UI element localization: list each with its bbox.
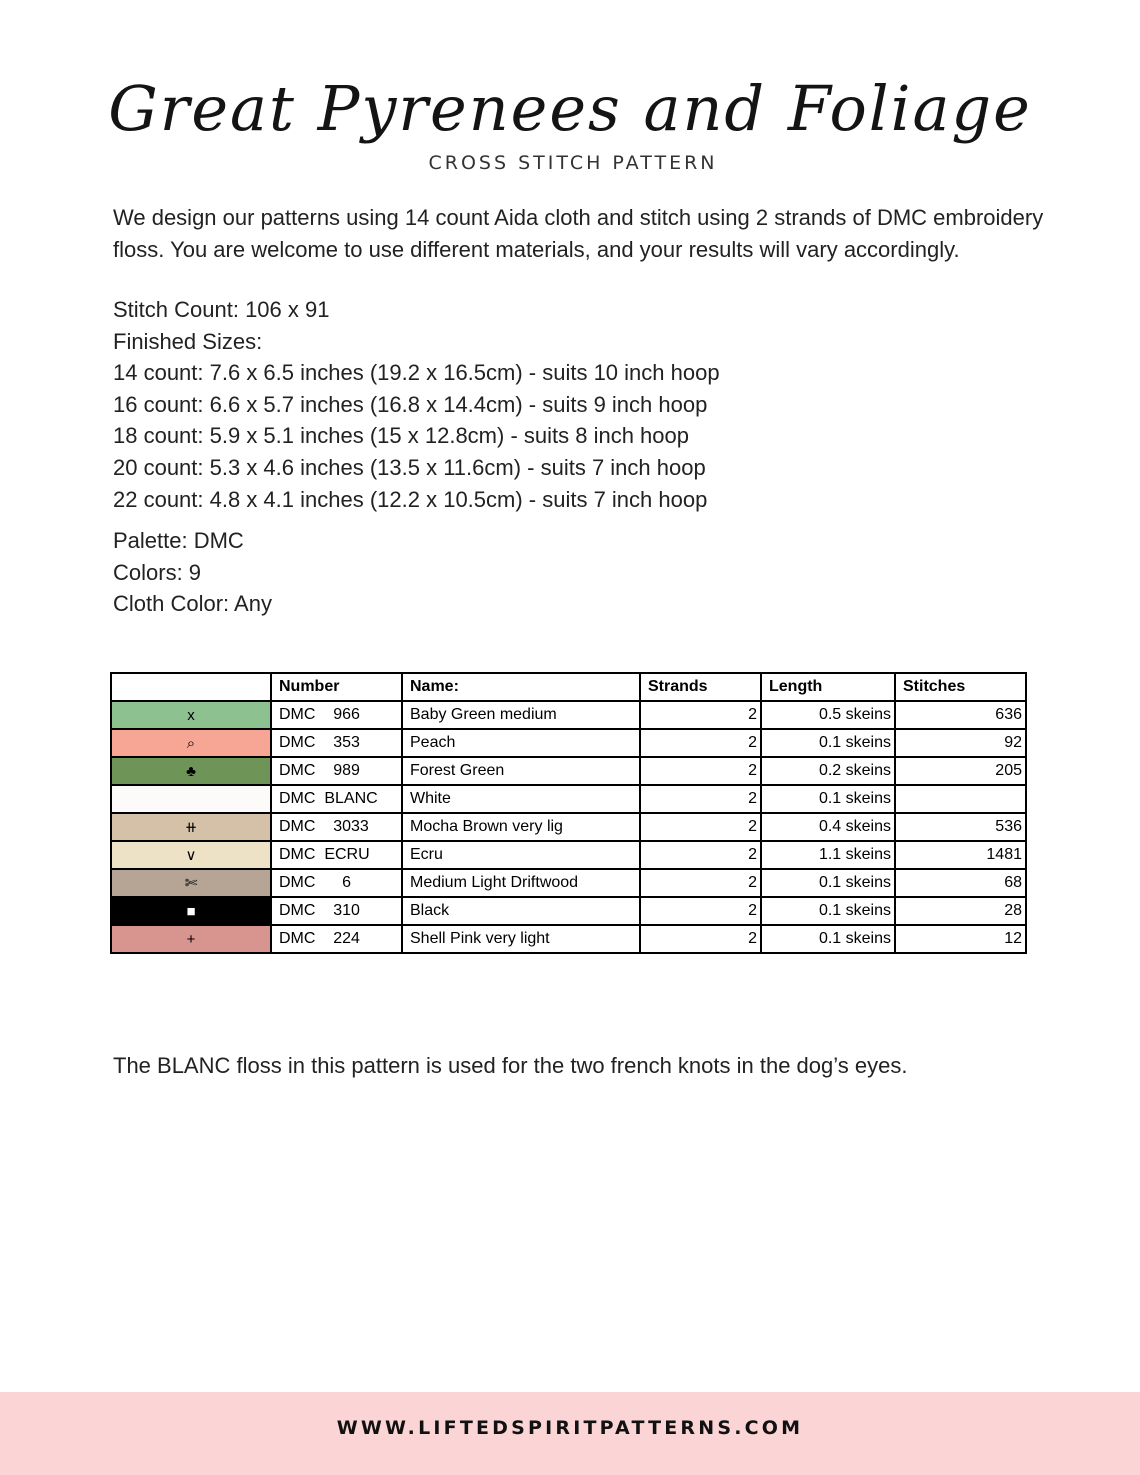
floss-number: DMC 966	[279, 706, 360, 723]
stitch-symbol-icon: ✄	[184, 875, 198, 892]
stitches-cell: 92	[895, 729, 1026, 757]
blanc-note: The BLANC floss in this pattern is used for the two french knots in the dog’s eyes.	[113, 1053, 908, 1078]
floss-number-cell	[271, 813, 402, 841]
table-row	[111, 701, 1026, 729]
finished-sizes-label: Finished Sizes:	[113, 328, 263, 354]
stitch-count: Stitch Count: 106 x 91	[113, 297, 330, 322]
table-row	[111, 729, 1026, 757]
floss-number-cell	[271, 785, 402, 813]
floss-number: DMC 224	[279, 930, 360, 947]
strands-cell: 2	[640, 869, 761, 897]
table-row	[111, 897, 1026, 925]
header-cell-stitches: Stitches	[895, 673, 1026, 701]
intro-paragraph	[113, 202, 1044, 265]
stitch-symbol-icon: ■	[186, 902, 196, 920]
stitch-symbol-icon: ⌕	[186, 734, 196, 752]
strands-cell: 2	[640, 785, 761, 813]
floss-name-cell: Forest Green	[402, 757, 640, 785]
symbol-swatch-cell	[111, 813, 271, 841]
table-row	[111, 841, 1026, 869]
strands-cell: 2	[640, 757, 761, 785]
stitches-cell: 636	[895, 701, 1026, 729]
stitch-symbol-icon: x	[187, 706, 195, 724]
stitches-cell: 68	[895, 869, 1026, 897]
length-cell: 0.1 skeins	[761, 925, 895, 953]
symbol-swatch-cell	[111, 869, 271, 897]
stitches-cell: 536	[895, 813, 1026, 841]
footer-url: WWW.LIFTEDSPIRITPATTERNS.COM	[336, 1417, 804, 1439]
length-cell: 0.4 skeins	[761, 813, 895, 841]
table-row	[111, 925, 1026, 953]
table-row	[111, 869, 1026, 897]
floss-number: DMC 310	[279, 902, 360, 919]
floss-name-cell: Baby Green medium	[402, 701, 640, 729]
strands-cell: 2	[640, 925, 761, 953]
stitch-symbol-icon: ♣	[186, 762, 196, 780]
floss-number-cell	[271, 925, 402, 953]
finished-size-line: 22 count: 4.8 x 4.1 inches (12.2 x 10.5cm) - suits 7 inch hoop	[113, 486, 708, 512]
floss-name-cell: Black	[402, 897, 640, 925]
floss-number-cell	[271, 757, 402, 785]
intro-line: floss. You are welcome to use different materials, and your results will vary accordingly.	[113, 236, 960, 262]
stitch-symbol-icon: +	[186, 930, 196, 948]
floss-number: DMC ECRU	[279, 846, 370, 863]
floss-name-cell: Ecru	[402, 841, 640, 869]
page-subtitle: CROSS STITCH PATTERN	[428, 152, 718, 174]
stitches-cell: 12	[895, 925, 1026, 953]
floss-name-cell: Medium Light Driftwood	[402, 869, 640, 897]
floss-number-cell	[271, 701, 402, 729]
length-cell: 0.1 skeins	[761, 869, 895, 897]
color-count: Colors: 9	[113, 559, 202, 585]
length-cell: 0.1 skeins	[761, 897, 895, 925]
floss-number-cell	[271, 841, 402, 869]
symbol-swatch-cell	[111, 701, 271, 729]
floss-name-cell: Shell Pink very light	[402, 925, 640, 953]
strands-cell: 2	[640, 813, 761, 841]
footer-band	[0, 1392, 1140, 1475]
floss-table	[110, 672, 1027, 954]
symbol-swatch-cell	[111, 785, 271, 813]
floss-name-cell: Peach	[402, 729, 640, 757]
symbol-swatch-cell	[111, 841, 271, 869]
stitch-symbol-icon: ⧺	[184, 819, 198, 836]
symbol-swatch-cell	[111, 757, 271, 785]
header-cell-name: Name:	[402, 673, 640, 701]
stitches-cell: 28	[895, 897, 1026, 925]
stitch-symbol-icon: ∨	[185, 847, 197, 864]
table-row	[111, 785, 1026, 813]
palette-block	[113, 525, 1013, 620]
intro-line: We design our patterns using 14 count Aida cloth and stitch using 2 strands of DMC embroidery	[113, 205, 1044, 230]
header-cell-length: Length	[761, 673, 895, 701]
palette-name: Palette: DMC	[113, 528, 244, 553]
floss-number-cell	[271, 869, 402, 897]
stitches-cell: 205	[895, 757, 1026, 785]
stitches-cell: 1481	[895, 841, 1026, 869]
length-cell: 0.1 skeins	[761, 729, 895, 757]
symbol-swatch-cell	[111, 729, 271, 757]
table-header-row	[111, 673, 1026, 701]
length-cell: 0.5 skeins	[761, 701, 895, 729]
finished-size-line: 20 count: 5.3 x 4.6 inches (13.5 x 11.6cm) - suits 7 inch hoop	[113, 454, 706, 480]
page-title: Great Pyrenees and Foliage	[108, 72, 1032, 145]
floss-number: DMC 3033	[279, 818, 369, 835]
floss-number: DMC 353	[279, 734, 360, 751]
specs-block	[113, 294, 1013, 515]
stitches-cell	[895, 785, 1026, 813]
table-row	[111, 813, 1026, 841]
finished-size-line: 14 count: 7.6 x 6.5 inches (19.2 x 16.5cm) - suits 10 inch hoop	[113, 360, 720, 386]
floss-number-cell	[271, 729, 402, 757]
header-cell-number: Number	[271, 673, 402, 701]
length-cell: 0.2 skeins	[761, 757, 895, 785]
strands-cell: 2	[640, 729, 761, 757]
length-cell: 0.1 skeins	[761, 785, 895, 813]
cloth-color: Cloth Color: Any	[113, 591, 272, 617]
strands-cell: 2	[640, 841, 761, 869]
floss-number-cell	[271, 897, 402, 925]
floss-number: DMC BLANC	[279, 790, 378, 807]
finished-size-line: 18 count: 5.9 x 5.1 inches (15 x 12.8cm) - suits 8 inch hoop	[113, 423, 689, 449]
floss-table-body	[111, 701, 1026, 953]
symbol-swatch-cell	[111, 925, 271, 953]
strands-cell: 2	[640, 897, 761, 925]
floss-number: DMC 6	[279, 874, 352, 891]
header-cell-symbol	[111, 673, 271, 701]
floss-name-cell: Mocha Brown very lig	[402, 813, 640, 841]
floss-name-cell: White	[402, 785, 640, 813]
finished-size-line: 16 count: 6.6 x 5.7 inches (16.8 x 14.4cm) - suits 9 inch hoop	[113, 391, 708, 417]
length-cell: 1.1 skeins	[761, 841, 895, 869]
symbol-swatch-cell	[111, 897, 271, 925]
floss-number: DMC 989	[279, 762, 360, 779]
table-row	[111, 757, 1026, 785]
header-cell-strands: Strands	[640, 673, 761, 701]
strands-cell: 2	[640, 701, 761, 729]
